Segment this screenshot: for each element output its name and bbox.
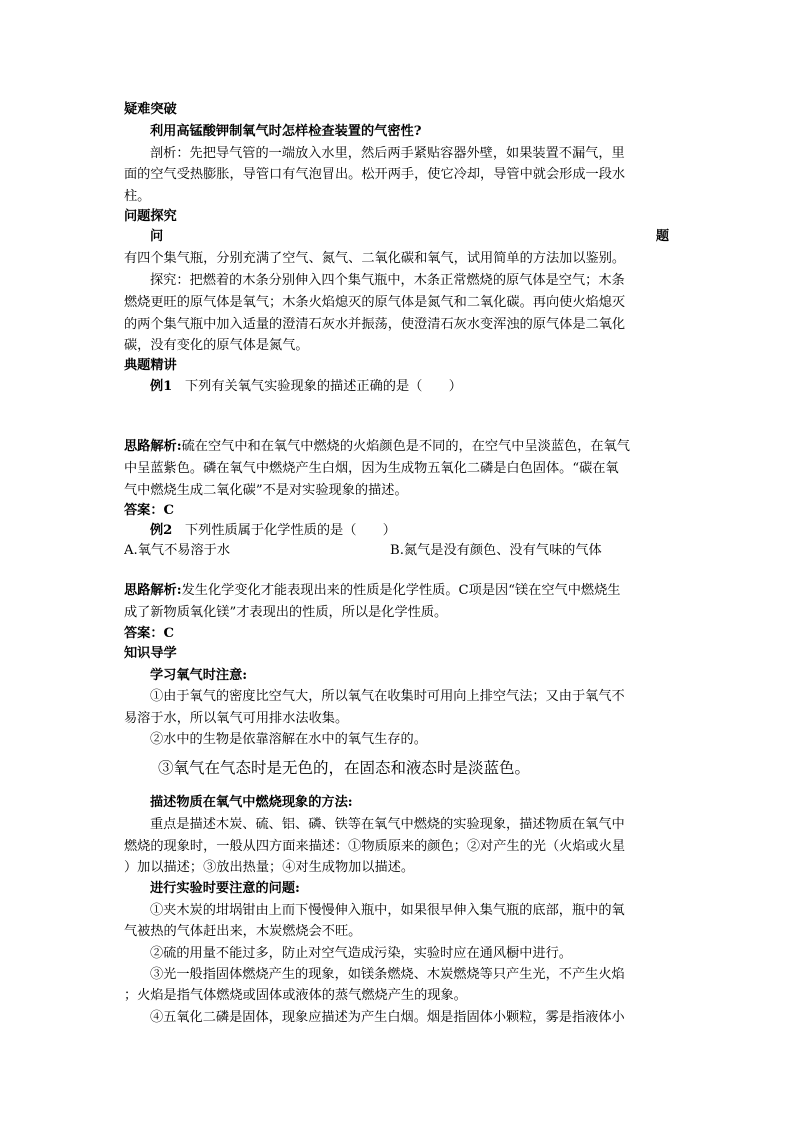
difficulty-question: 利用高锰酸钾制氧气时怎样检查装置的气密性?	[150, 124, 422, 139]
inquiry-question-line	[150, 226, 669, 248]
example-1-question: 下列有关氧气实验现象的描述正确的是（ ）	[184, 379, 462, 394]
option-a: A.氧气不易溶于水	[124, 543, 231, 558]
example-2-label: 例2	[150, 523, 173, 538]
guide-note-line: ③光一般指固体燃烧产生的现象，如镁条燃烧、木炭燃烧等只产生光，不产生火焰	[150, 967, 625, 982]
example-2-question: 下列性质属于化学性质的是（ ）	[184, 523, 396, 538]
guide-desc-line: 燃烧的现象时，一般从四方面来描述：①物质原来的颜色；②对产生的光（火焰或火星	[124, 839, 626, 854]
example-1-analysis-line: 思路解析:硫在空气中和在氧气中燃烧的火焰颜色是不同的，在空气中呈淡蓝色，在氧气	[124, 439, 630, 454]
section-heading-difficulty: 疑难突破	[124, 102, 177, 117]
analysis-label: 思路解析:	[124, 583, 182, 598]
analysis-line: 面的空气受热膨胀，导管口有气泡冒出。松开两手，使它冷却，导管中就会形成一段水	[124, 167, 626, 182]
analysis-line: 剖析：先把导气管的一端放入水里，然后两手紧贴容器外壁，如果装置不漏气，里	[150, 146, 625, 161]
guide-subheading-2: 描述物质在氧气中燃烧现象的方法:	[150, 795, 353, 810]
section-heading-inquiry: 问题探究	[124, 209, 177, 224]
guide-subheading-3: 进行实验时要注意的问题:	[150, 881, 300, 896]
guide-item-line: ②水中的生物是依靠溶解在水中的氧气生存的。	[150, 732, 427, 747]
guide-note-line: ②硫的用量不能过多，防止对空气造成污染，实验时应在通风橱中进行。	[150, 946, 572, 961]
guide-note-line: ④五氧化二磷是固体，现象应描述为产生白烟。烟是指固体小颗粒，雾是指液体小	[150, 1010, 625, 1025]
example-1-analysis-line: 中呈蓝紫色。磷在氧气中燃烧产生白烟，因为生成物五氧化二磷是白色固体。“碳在氧	[124, 461, 619, 476]
example-2-analysis-line: 思路解析:发生化学变化才能表现出来的性质是化学性质。C项是因“镁在空气中燃烧生	[124, 583, 621, 598]
guide-item-line: ①由于氧气的密度比空气大，所以氧气在收集时可用向上排空气法；又由于氧气不	[150, 689, 625, 704]
example-1-analysis-line: 气中燃烧生成二氧化碳”不是对实验现象的描述。	[124, 483, 408, 498]
guide-desc-line: ）加以描述；③放出热量；④对生成物加以描述。	[124, 860, 415, 875]
option-b: B.氮气是没有颜色、没有气味的气体	[390, 543, 602, 558]
example-2	[150, 520, 669, 542]
inquiry-answer-line: 的两个集气瓶中加入适量的澄清石灰水并振荡，使澄清石灰水变浑浊的原气体是二氧化	[124, 317, 626, 332]
inquiry-answer-line: 探究：把燃着的木条分别伸入四个集气瓶中，木条正常燃烧的原气体是空气；木条	[150, 273, 625, 288]
inquiry-question-text: 有四个集气瓶，分别充满了空气、氮气、二氧化碳和氧气，试用简单的方法加以鉴别。	[124, 251, 626, 266]
question-left-char: 问	[150, 229, 164, 244]
example-2-answer: 答案：C	[124, 626, 175, 641]
guide-note-line: ①夹木炭的坩埚钳由上而下慢慢伸入瓶中，如果很早伸入集气瓶的底部，瓶中的氧	[150, 903, 625, 918]
inquiry-answer-line: 碳，没有变化的原气体是氮气。	[124, 338, 309, 353]
guide-note-line: ；火焰是指气体燃烧或固体或液体的蒸气燃烧产生的现象。	[124, 988, 467, 1003]
guide-item-line: 易溶于水，所以氧气可用排水法收集。	[124, 711, 349, 726]
analysis-label: 思路解析:	[124, 439, 182, 454]
question-right-char: 题	[655, 229, 669, 244]
guide-desc-line: 重点是描述木炭、硫、铝、磷、铁等在氧气中燃烧的实验现象，描述物质在氧气中	[150, 817, 625, 832]
section-heading-examples: 典题精讲	[124, 358, 177, 373]
analysis-line: 柱。	[124, 189, 151, 204]
example-1	[150, 376, 669, 398]
example-2-analysis-line: 成了新物质氧化镁”才表现出的性质，所以是化学性质。	[124, 605, 448, 620]
example-1-label: 例1	[150, 379, 173, 394]
example-2-options	[124, 540, 669, 562]
guide-item-emphasis: ③氧气在气态时是无色的，在固态和液态时是淡蓝色。	[158, 759, 531, 777]
inquiry-answer-line: 燃烧更旺的原气体是氧气；木条火焰熄灭的原气体是氮气和二氧化碳。再向使火焰熄灭	[124, 295, 626, 310]
example-1-answer: 答案：C	[124, 503, 175, 518]
guide-subheading-1: 学习氧气时注意:	[150, 668, 248, 683]
guide-note-line: 气被热的气体赶出来，木炭燃烧会不旺。	[124, 924, 362, 939]
section-heading-guide: 知识导学	[124, 646, 177, 661]
